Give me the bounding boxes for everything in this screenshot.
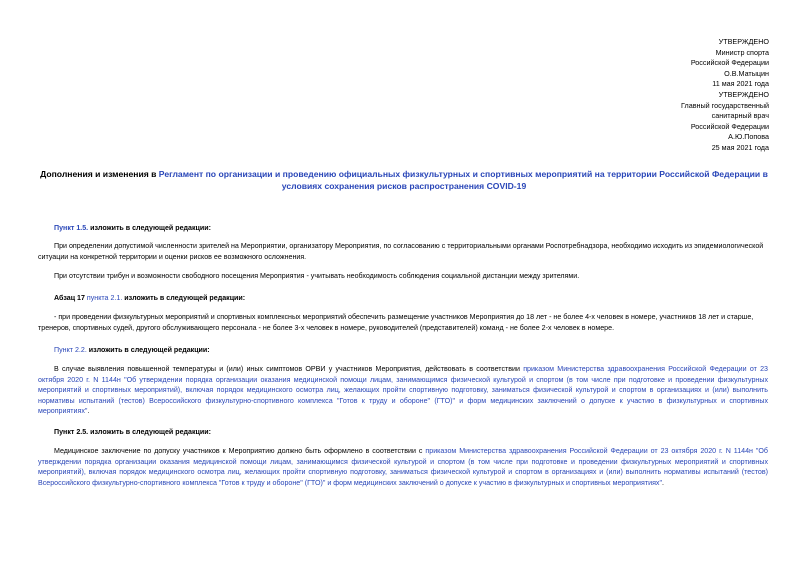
order-1144n-link[interactable]: приказом Министерства здравоохранения Российской Федерации от 23 октября 2020 г. N 1144н "Об утверждении порядка организации оказания медицинской помощи лицам, занимающимся физической культурой и спортом (в том числе при подготовке и проведении физкультурных мероприятий и спортивных мероприятий), включая порядок медицинского осмотра лиц, желающих пройти спортивную подготовку, заниматься физической культурой и спортом в организациях и (или) выполнить нормативы испытаний (тестов) Всероссийского физкультурно-спортивного комплекса "Готов к труду и обороне" (ГТО)" и форм медицинских заключений о допуске к участию в физкультурных и спортивных мероприятиях" <box>38 365 768 416</box>
approval-line: 25 мая 2021 года <box>711 142 769 152</box>
heading-text: изложить в следующей редакции: <box>88 224 211 232</box>
paragraph-end: . <box>661 478 664 487</box>
section-heading <box>38 345 768 356</box>
title-prefix: Дополнения и изменения в <box>40 169 159 179</box>
section-point-1-5 <box>38 223 768 234</box>
approval-line: А.Ю.Попова <box>728 132 769 142</box>
paragraph-text <box>38 446 768 488</box>
paragraph-text: При отсутствии трибун и возможности свободного посещения Мероприятия - учитывать необходимость соблюдения социальной дистанции между зрителями. <box>54 272 580 280</box>
document-title <box>40 168 768 192</box>
paragraph-text: При определении допустимой численности зрителей на Мероприятии, организатору Мероприятия, по согласованию с территориальными органами Роспотребнадзора, необходимо исходить из эпидемиологической ситуации на конкретной территории и оценки рисков ее возможного осложнения. <box>38 242 764 261</box>
section-point-2-5 <box>38 427 768 438</box>
approval-line: Главный государственный <box>681 100 769 110</box>
regulation-link[interactable]: Регламент по организации и проведению официальных физкультурных и спортивных мероприятий на территории Российской Федерации в условиях сохранения рисков распространения COVID-19 <box>158 169 768 191</box>
approval-line: О.В.Матыцин <box>724 68 769 78</box>
section-paragraph-17 <box>38 293 768 304</box>
paragraph-text <box>38 364 768 417</box>
approval-line: УТВЕРЖДЕНО <box>718 89 769 99</box>
approval-line: санитарный врач <box>711 111 769 121</box>
heading-text: изложить в следующей редакции: <box>86 346 210 354</box>
approval-line: Российской Федерации <box>690 121 769 131</box>
paragraph <box>38 312 768 333</box>
paragraph-lead: Медицинское заключение по допуску участников к Мероприятию должно быть оформлено в соответствии с <box>54 447 426 455</box>
heading-prefix: Абзац 17 <box>54 294 87 302</box>
approval-line: Российской Федерации <box>690 58 769 68</box>
order-1144n-link[interactable]: приказом Министерства здравоохранения Российской Федерации от 23 октября 2020 г. N 1144н "Об утверждении порядка организации оказания медицинской помощи лицам, занимающимся физической культурой и спортом (в том числе при подготовке и проведении физкультурных мероприятий и спортивных мероприятий), включая порядок медицинского осмотра лиц, желающих пройти спортивную подготовку, заниматься физической культурой и спортом в организациях и (или) выполнить нормативы испытаний (тестов) Всероссийского физкультурно-спортивного комплекса "Готов к труду и обороне" (ГТО)" и форм медицинских заключений о допуске к участию в физкультурных и спортивных мероприятиях" <box>38 447 768 487</box>
point-2-2-link[interactable]: Пункт 2.2. <box>54 346 87 354</box>
section-heading <box>38 223 768 234</box>
paragraph-text: - при проведении физкультурных мероприятий и спортивных комплексных мероприятий обеспечить размещение участников Мероприятия до 18 лет - не более 4-х человек в номере, участников 18 лет и старше, тренеров, спортивных судей, другого обслуживающего персонала - не более 3-х человек в номере, руководителей (представителей) команд - не более 2-х человек в номере. <box>38 313 754 332</box>
section-heading: Пункт 2.5. изложить в следующей редакции: <box>54 428 211 436</box>
section-point-2-2 <box>38 345 768 356</box>
paragraph <box>38 446 768 488</box>
approval-line: Министр спорта <box>715 47 769 57</box>
paragraph <box>38 241 768 262</box>
paragraph-lead: В случае выявления повышенной температуры и (или) иных симптомов ОРВИ у участников Мероприятия, действовать в соответствии <box>54 365 524 373</box>
heading-text: изложить в следующей редакции: <box>122 294 246 302</box>
paragraph <box>38 364 768 417</box>
approval-block <box>629 37 769 154</box>
paragraph-end: . <box>87 407 90 416</box>
approval-line: 11 мая 2021 года <box>712 79 769 89</box>
point-1-5-link[interactable]: Пункт 1.5. <box>54 224 89 232</box>
paragraph <box>38 271 768 282</box>
section-heading <box>38 293 768 304</box>
approval-line: УТВЕРЖДЕНО <box>718 37 769 46</box>
point-2-1-link[interactable]: пункта 2.1. <box>86 294 123 302</box>
